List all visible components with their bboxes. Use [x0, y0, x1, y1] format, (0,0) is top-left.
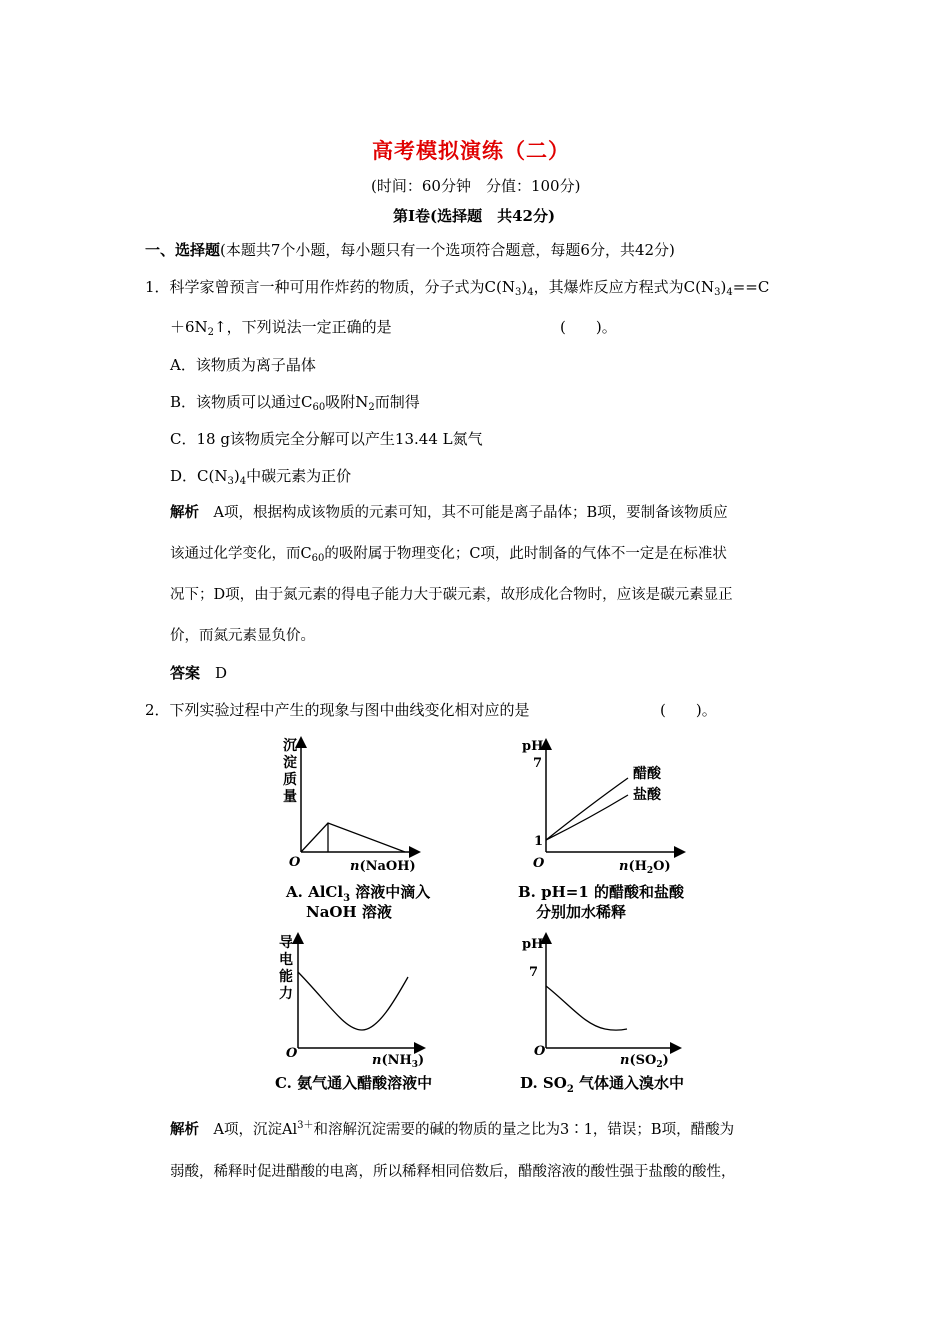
figure-c-ylabel-char: 能 [279, 969, 293, 985]
figure-a-curve [301, 823, 405, 852]
figure-b-caption-line2: 分别加水稀释 [536, 903, 627, 921]
q1-sub: 3 [515, 287, 522, 298]
analysis-label: 解析 [170, 504, 199, 521]
q1-option-d [170, 466, 351, 486]
q2-stem-text: 下列实验过程中产生的现象与图中曲线变化相对应的是 [169, 701, 530, 719]
q1-option-text: 而制得 [374, 393, 420, 411]
q1-analysis-line4: 价，而氮元素显负价。 [170, 628, 315, 644]
figure-c-xlabel: $n(NH_3)$ [372, 1053, 425, 1070]
figure-d-ylabel: pH [522, 937, 544, 952]
q2-stem [145, 700, 530, 720]
figure-d-curve [546, 986, 627, 1030]
figure-c-ylabel-char: 电 [279, 952, 293, 968]
figure-a [283, 738, 430, 921]
answer-value: D [215, 664, 228, 682]
analysis-label: 解析 [170, 1121, 199, 1138]
answer-label: 答案 [170, 664, 201, 682]
q1-option-text: ) [233, 467, 240, 485]
figure-c-ylabel-char: 力 [279, 986, 293, 1002]
figure-c [275, 934, 432, 1092]
section-label: 一、选择题 [145, 241, 221, 259]
analysis-text: 和溶解沉淀需要的碱的物质的量之比为3∶1，错误；B项，醋酸为 [313, 1122, 735, 1138]
figure-b-curve-acetic [546, 778, 628, 840]
time-score: (时间：60分钟 分值：100分) [371, 177, 581, 195]
q1-sub: 4 [726, 287, 733, 298]
q1-stem-line1 [145, 277, 769, 297]
q1-stem-text: ＋6N [170, 318, 208, 336]
q1-sub: 4 [527, 287, 534, 298]
figure-b-y-tick-1: 1 [534, 834, 544, 849]
q1-option-c: C．18 g该物质完全分解可以产生13.44 L氮气 [170, 430, 483, 448]
q1-answer-bracket: ( )。 [560, 318, 617, 336]
figure-a-ylabel-char: 沉 [283, 738, 297, 754]
q2-analysis-line1 [170, 1120, 734, 1140]
q1-option-text: 吸附N [325, 393, 369, 411]
figure-a-caption-line2: NaOH 溶液 [306, 903, 392, 921]
figure-a-ylabel-char: 量 [283, 789, 297, 805]
q1-option-a: A．该物质为离子晶体 [170, 356, 316, 374]
figure-a-ylabel-char: 质 [283, 772, 297, 788]
figure-b-origin: O [533, 856, 545, 871]
figure-a-ylabel-char: 淀 [283, 755, 297, 771]
q1-option-b [170, 392, 420, 412]
figure-b-label-acetic: 醋酸 [633, 766, 661, 782]
q2-analysis-line2: 弱酸，稀释时促进醋酸的电离，所以稀释相同倍数后，醋酸溶液的酸性强于盐酸的酸性， [170, 1164, 736, 1180]
analysis-text: A项，根据构成该物质的元素可知，其不可能是离子晶体；B项，要制备该物质应 [213, 505, 728, 521]
figure-c-ylabel-char: 导 [279, 935, 293, 951]
q1-analysis-line2 [170, 544, 727, 564]
figure-a-origin: O [289, 855, 301, 870]
q2-figures [0, 730, 950, 1130]
figure-b-xlabel: $n(H_2O)$ [619, 859, 671, 876]
analysis-text: A项，沉淀Al [213, 1122, 298, 1138]
q1-stem-text: ) [720, 278, 727, 296]
analysis-text: 的吸附属于物理变化；C项，此时制备的气体不一定是在标准状 [324, 546, 727, 562]
q2-answer-bracket: ( )。 [660, 701, 717, 719]
q1-analysis-line3: 况下；D项，由于氮元素的得电子能力大于碳元素，故形成化合物时，应该是碳元素显正 [170, 587, 733, 603]
q1-sub: 3 [714, 287, 721, 298]
q1-stem-text: 科学家曾预言一种可用作炸药的物质，分子式为C(N [169, 278, 516, 296]
q1-stem-text: ↑，下列说法一定正确的是 [214, 318, 392, 336]
figure-a-caption-line1: A. AlCl$_3$ 溶液中滴入 [286, 883, 431, 904]
section-heading [145, 240, 675, 260]
q1-option-text: 中碳元素为正价 [246, 467, 352, 485]
q1-option-text: D．C(N [170, 467, 228, 485]
analysis-sup: 3＋ [297, 1120, 314, 1131]
figure-b-caption-line1: B. pH=1 的醋酸和盐酸 [518, 883, 685, 901]
q1-analysis-line1 [170, 503, 728, 523]
q1-stem-text: ) [521, 278, 528, 296]
q2-number: 2． [145, 701, 170, 719]
figure-d [520, 937, 684, 1095]
section-note: (本题共7个小题，每小题只有一个选项符合题意，每题6分，共42分) [220, 241, 675, 259]
figure-d-origin: O [534, 1044, 546, 1059]
figure-b-ylabel: pH [522, 739, 544, 754]
q1-stem-line2 [170, 317, 392, 337]
q1-sub: 3 [227, 476, 234, 487]
q1-sub: 2 [207, 327, 215, 338]
figure-c-caption: C. 氨气通入醋酸溶液中 [275, 1074, 433, 1092]
figure-b [518, 739, 685, 921]
figure-c-curve [298, 972, 408, 1030]
figure-b-curve-hydrochloric [546, 795, 628, 840]
analysis-text: 该通过化学变化，而C [170, 546, 312, 562]
figure-b-y-tick-7: 7 [533, 756, 543, 771]
figure-b-label-hydrochloric: 盐酸 [633, 787, 661, 803]
figure-d-caption: D. $SO_2$ 气体通入溴水中 [520, 1074, 685, 1095]
q1-sub: 2 [368, 402, 375, 413]
q1-answer [170, 663, 227, 683]
analysis-sub: 60 [311, 553, 325, 564]
q1-sub: 60 [312, 402, 326, 413]
q1-option-text: B．该物质可以通过C [170, 393, 313, 411]
figure-d-y-tick-7: 7 [529, 965, 539, 980]
page-title: 高考模拟演练（二） [372, 138, 570, 163]
figure-c-origin: O [286, 1046, 298, 1061]
q1-number: 1． [145, 278, 170, 296]
figure-d-xlabel: $n(SO_2)$ [620, 1053, 669, 1070]
volume-title: 第Ⅰ卷(选择题 共42分) [393, 207, 556, 225]
q1-sub: 4 [239, 476, 247, 487]
q1-stem-text: ==C [732, 278, 770, 296]
figure-a-xlabel: n(NaOH) [350, 859, 416, 874]
q1-stem-text: ，其爆炸反应方程式为C(N [533, 278, 715, 296]
